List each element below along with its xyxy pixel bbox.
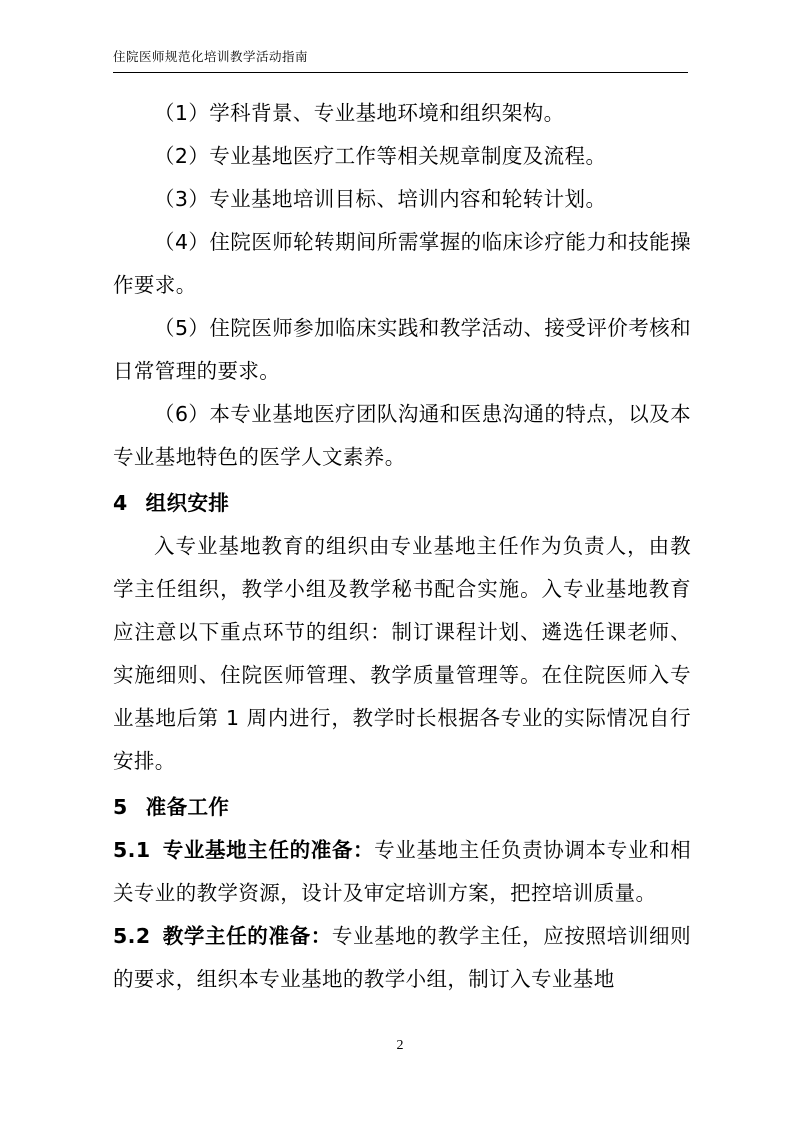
page-number: 2 — [396, 1038, 404, 1053]
list-item: （4）住院医师轮转期间所需掌握的临床诊疗能力和技能操作要求。 — [113, 230, 691, 297]
list-item: （1）学科背景、专业基地环境和组织架构。 — [154, 101, 565, 125]
subsection-number: 5.2 — [113, 924, 151, 948]
subsection-lead: 专业基地主任的准备： — [162, 838, 375, 862]
subsection-number: 5.1 — [113, 838, 151, 862]
list-item: （3）专业基地培训目标、培训内容和轮转计划。 — [154, 187, 607, 211]
list-item: （5）住院医师参加临床实践和教学活动、接受评价考核和日常管理的要求。 — [113, 316, 691, 383]
subsection-text: 专业基地主任负责协调本专业和相关专业的教学资源，设计及审定培训方案，把控培训质量。 — [113, 838, 692, 905]
section-heading-4 — [113, 482, 691, 525]
list-item: （2）专业基地医疗工作等相关规章制度及流程。 — [154, 144, 607, 168]
page-header — [113, 48, 688, 73]
section-number: 4 — [113, 491, 128, 515]
section-heading-5 — [113, 786, 691, 829]
header-title: 住院医师规范化培训教学活动指南 — [113, 49, 309, 64]
section-number: 5 — [113, 795, 128, 819]
subsection-5-2 — [113, 915, 691, 1001]
subsection-5-1 — [113, 829, 691, 915]
section-paragraph: 入专业基地教育的组织由专业基地主任作为负责人，由教学主任组织，教学小组及教学秘书配合实施。入专业基地教育应注意以下重点环节的组织：制订课程计划、遴选任课老师、实施细则、住院医师管理、教学质量管理等。在住院医师入专业基地后第 1 周内进行，教学时长根据各专业的实际情况自行安排。 — [113, 534, 691, 773]
header-divider — [113, 72, 688, 73]
subsection-lead: 教学主任的准备： — [162, 924, 332, 948]
document-body — [113, 92, 691, 1001]
list-item: （6）本专业基地医疗团队沟通和医患沟通的特点，以及本专业基地特色的医学人文素养。 — [113, 402, 691, 469]
section-title: 组织安排 — [145, 491, 230, 515]
subsection-text: 专业基地的教学主任，应按照培训细则的要求，组织本专业基地的教学小组，制订入专业基地 — [113, 924, 691, 991]
section-title: 准备工作 — [145, 795, 230, 819]
